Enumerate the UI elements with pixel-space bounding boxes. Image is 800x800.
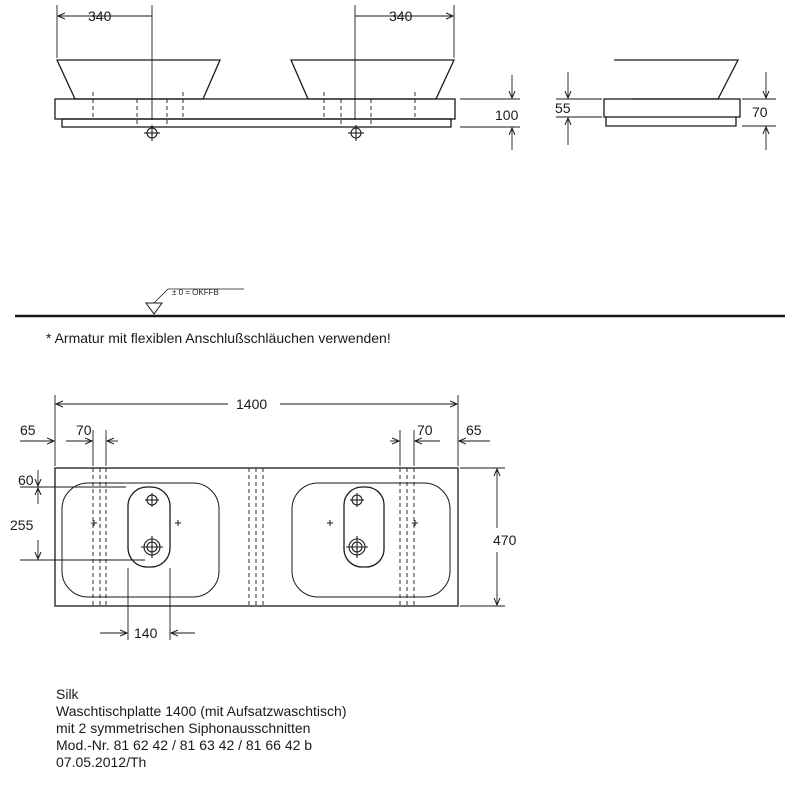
title-block [56,686,347,771]
dim-depth-total: 470 [493,532,517,548]
front-elevation [55,5,520,150]
countertop-side [604,99,740,117]
fixing-mark-icon [91,520,418,526]
dim-hole-offset-left: 70 [76,422,92,438]
product-name: Silk [56,686,79,702]
siphon-cutout-right [344,487,384,567]
siphon-drain-icon [141,536,163,558]
drawing-date: 07.05.2012/Th [56,754,147,770]
vessel-basin-right [291,60,454,99]
countertop-underside [62,119,451,127]
siphon-drain-icon [346,536,368,558]
model-numbers: Mod.-Nr. 81 62 42 / 81 63 42 / 81 66 42 b [56,737,313,753]
dim-depth-255: 255 [10,517,34,533]
dim-edge-left: 65 [20,422,36,438]
dim-side-70: 70 [752,104,768,120]
vessel-basin-side [614,60,738,99]
basin-outline-left [62,483,219,597]
dim-hole-offset-right: 70 [417,422,433,438]
dim-side-55: 55 [555,100,571,116]
faucet-hole-icon [350,493,364,507]
dim-height-total: 100 [495,107,519,123]
basin-outline-right [292,483,450,597]
countertop-top [55,468,458,606]
dim-basin-offset-left: 340 [88,8,112,24]
floor-level-icon [146,303,162,314]
installation-note: * Armatur mit flexiblen Anschlußschläuchen verwenden! [46,330,391,346]
product-description-2: mit 2 symmetrischen Siphonausschnitten [56,720,311,736]
product-description: Waschtischplatte 1400 (mit Aufsatzwaschtisch) [56,703,347,719]
faucet-hole-icon [145,493,159,507]
countertop-front [55,99,455,119]
vessel-basin-left [57,60,220,99]
dim-width-total: 1400 [236,396,268,412]
dim-basin-offset-right: 340 [389,8,413,24]
dim-cutout-width: 140 [134,625,158,641]
dim-depth-60: 60 [18,472,34,488]
dim-edge-right: 65 [466,422,482,438]
floor-line [15,289,785,316]
floor-level-label: ± 0 = OKFFB [172,288,219,297]
side-elevation [556,60,776,150]
